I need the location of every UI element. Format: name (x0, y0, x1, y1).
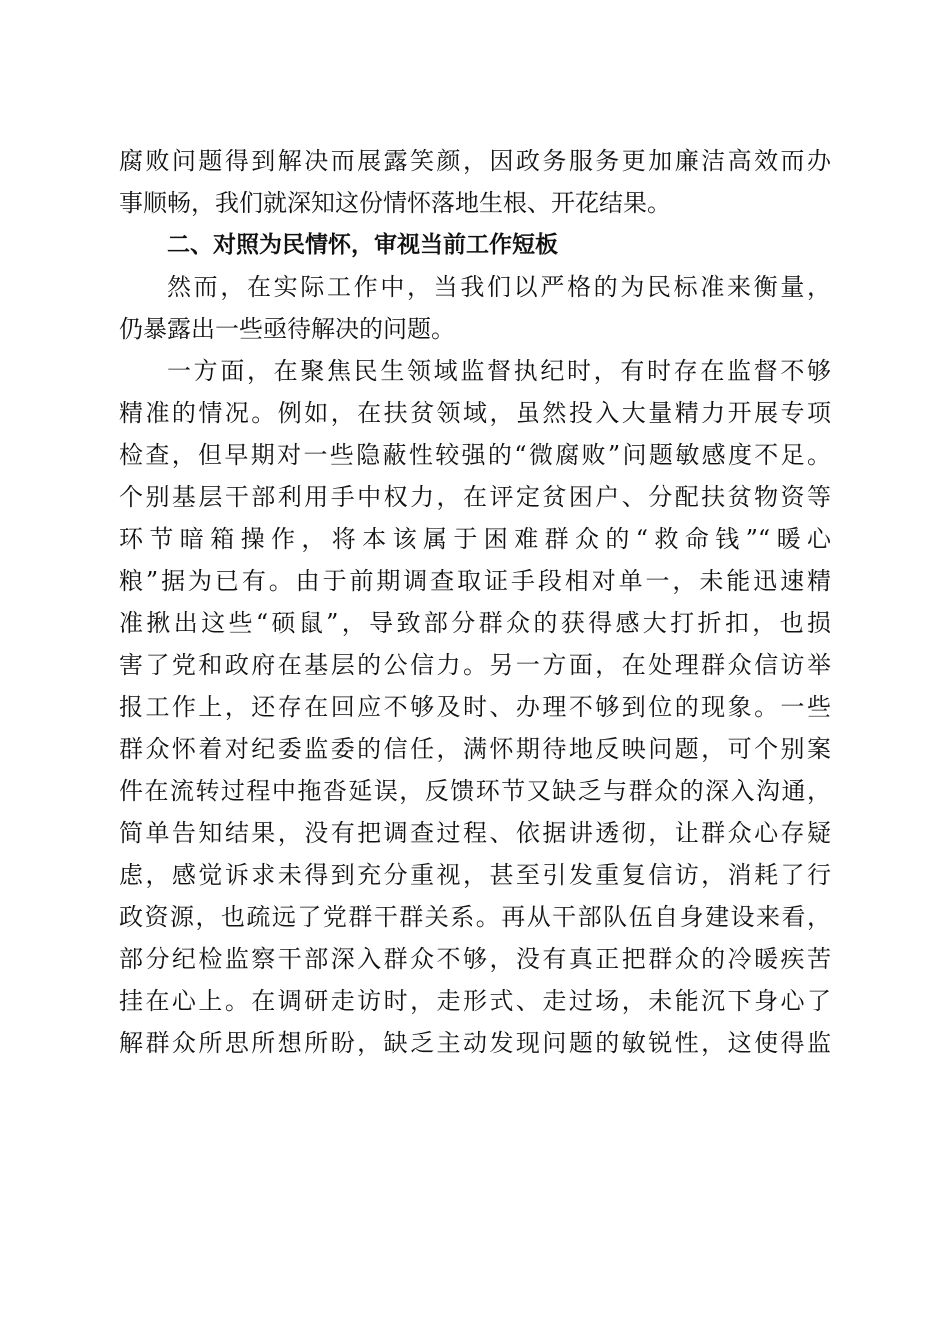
paragraph-line-14: 群众怀着对纪委监委的信任，满怀期待地反映问题，可个别案 (119, 735, 831, 763)
paragraph-line-2: 事顺畅，我们就深知这份情怀落地生根、开花结果。 (119, 189, 671, 217)
paragraph-line-12: 害了党和政府在基层的公信力。另一方面，在处理群众信访举 (119, 651, 831, 679)
paragraph-line-19: 部分纪检监察干部深入群众不够，没有真正把群众的冷暖疾苦 (119, 945, 831, 973)
paragraph-line-15: 件在流转过程中拖沓延误，反馈环节又缺乏与群众的深入沟通， (119, 777, 831, 805)
paragraph-line-4: 仍暴露出一些亟待解决的问题。 (119, 315, 455, 343)
section-heading: 二、对照为民情怀，审视当前工作短板 (167, 232, 558, 258)
paragraph-line-1: 腐败问题得到解决而展露笑颜，因政务服务更加廉洁高效而办 (119, 147, 831, 175)
paragraph-line-8: 个别基层干部利用手中权力，在评定贫困户、分配扶贫物资等 (119, 483, 831, 511)
paragraph-line-21: 解群众所思所想所盼，缺乏主动发现问题的敏锐性，这使得监 (119, 1029, 831, 1057)
paragraph-line-10: 粮”据为已有。由于前期调查取证手段相对单一，未能迅速精 (119, 567, 831, 595)
paragraph-line-11: 准揪出这些“硕鼠”，导致部分群众的获得感大打折扣，也损 (119, 609, 831, 637)
paragraph-line-3: 然而，在实际工作中，当我们以严格的为民标准来衡量， (167, 273, 831, 301)
paragraph-line-5: 一方面，在聚焦民生领域监督执纪时，有时存在监督不够 (167, 357, 831, 385)
paragraph-line-13: 报工作上，还存在回应不够及时、办理不够到位的现象。一些 (119, 693, 831, 721)
paragraph-line-20: 挂在心上。在调研走访时，走形式、走过场，未能沉下身心了 (119, 987, 831, 1015)
document-body (119, 140, 831, 1064)
paragraph-line-9: 环节暗箱操作，将本该属于困难群众的“救命钱”“暖心 (119, 525, 831, 553)
paragraph-line-6: 精准的情况。例如，在扶贫领域，虽然投入大量精力开展专项 (119, 399, 831, 427)
paragraph-line-7: 检查，但早期对一些隐蔽性较强的“微腐败”问题敏感度不足。 (119, 441, 831, 469)
paragraph-line-16: 简单告知结果，没有把调查过程、依据讲透彻，让群众心存疑 (119, 819, 831, 847)
paragraph-line-18: 政资源，也疏远了党群干群关系。再从干部队伍自身建设来看， (119, 903, 831, 931)
paragraph-line-17: 虑，感觉诉求未得到充分重视，甚至引发重复信访，消耗了行 (119, 861, 831, 889)
